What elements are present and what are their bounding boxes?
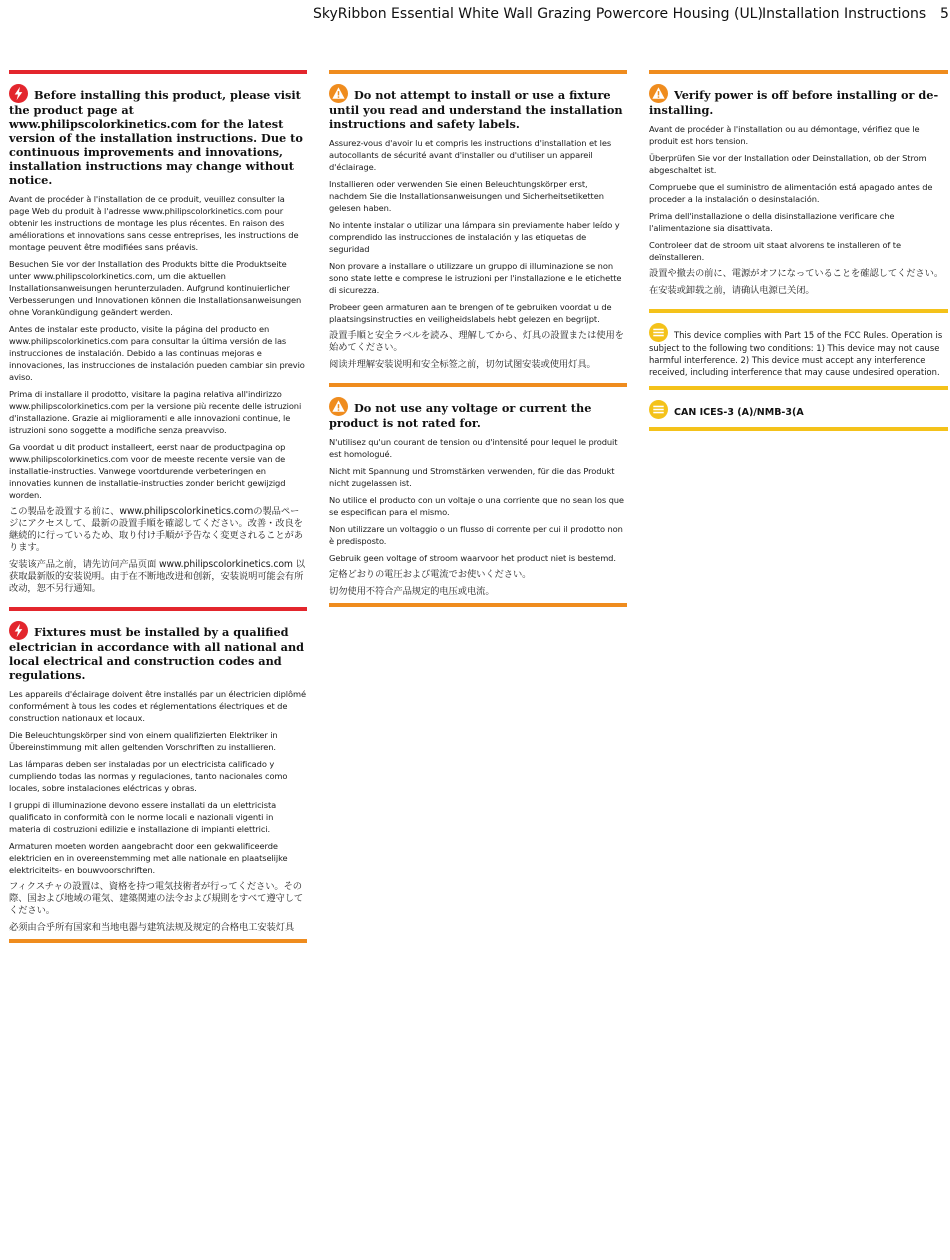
document-title: Installation Instructions xyxy=(762,6,927,22)
warning-icon xyxy=(649,84,668,103)
column-2 xyxy=(329,70,627,619)
paragraph-zh: 必须由合乎所有国家和当地电器与建筑法规及规定的合格电工安装灯具 xyxy=(9,922,295,933)
warning-title xyxy=(329,84,627,131)
latest-instructions-notice xyxy=(9,70,307,595)
paragraph-zh: 切勿使用不符合产品规定的电压或电流。 xyxy=(329,586,495,597)
paragraph-fr: Avant de procéder à l'installation ou au démontage, vérifiez que le produit est hors tension. xyxy=(649,124,920,146)
paragraph-es: No utilice el producto con un voltaje o una corriente que no sean los que se especifican para el mismo. xyxy=(329,495,624,517)
paragraph-zh: 安装该产品之前，请先访问产品页面 www.philipscolorkinetics.com 以获取最新版的安装说明。由于在不断地改进和创新，安装说明可能会有所改动，恕不另行通知。 xyxy=(9,559,305,594)
paragraph-ja: フィクスチャの設置は、資格を持つ電気技術者が行ってください。その際、国および地域の電気、建築関連の法令および規則をすべて遵守してください。 xyxy=(9,881,304,916)
paragraph-nl: Probeer geen armaturen aan te brengen of te gebruiken voordat u de plaatsingsinstructies en veiligheidslabels hebt gelezen en begrijpt. xyxy=(329,302,612,324)
yellow-divider xyxy=(649,427,948,431)
paragraph-ja: 設置や撤去の前に、電源がオフになっていることを確認してください。 xyxy=(649,268,944,279)
paragraph-nl: Controleer dat de stroom uit staat alvorens te installeren of te deïnstalleren. xyxy=(649,240,901,262)
warning-title-text: Fixtures must be installed by a qualified electrician in accordance with all national and local electrical and construction codes and regulations. xyxy=(9,625,305,682)
fcc-notice xyxy=(649,309,948,378)
warning-icon xyxy=(329,84,348,103)
warning-icon xyxy=(329,397,348,416)
ices-line xyxy=(649,400,948,419)
power-off-warning xyxy=(649,70,948,297)
red-divider xyxy=(9,70,307,74)
orange-divider xyxy=(329,383,627,387)
notice-title xyxy=(9,84,307,187)
fcc-text: This device complies with Part 15 of the FCC Rules. Operation is subject to the following two conditions: 1) This device may not cause harmful interference. 2) This device must accept any interference received, including interference that may cause undesired operation. xyxy=(649,330,943,377)
orange-divider xyxy=(649,70,948,74)
paragraph-ja: 定格どおりの電圧および電流でお使いください。 xyxy=(329,569,532,580)
product-title: SkyRibbon Essential White Wall Grazing Powercore Housing (UL) xyxy=(313,6,763,22)
paragraph-fr: Les appareils d'éclairage doivent être installés par un électricien diplômé conformément à tous les codes et réglementations électriques et de construction nationaux et locaux. xyxy=(9,689,306,723)
orange-divider xyxy=(329,70,627,74)
note-icon xyxy=(649,323,668,342)
paragraph-de: Überprüfen Sie vor der Installation oder Deinstallation, ob der Strom abgeschaltet ist. xyxy=(649,153,927,175)
ices-text: CAN ICES-3 (A)/NMB-3(A xyxy=(674,407,804,418)
warning-title-text: Do not attempt to install or use a fixture until you read and understand the installation instructions and safety labels. xyxy=(329,88,623,131)
paragraph-it: Non utilizzare un voltaggio o un flusso di corrente per cui il prodotto non è predisposto. xyxy=(329,524,623,546)
paragraph-fr: Assurez-vous d'avoir lu et compris les instructions d'installation et les autocollants de sécurité avant d'installer ou d'utiliser un appareil d'éclairage. xyxy=(329,138,612,172)
paragraph-de: Besuchen Sie vor der Installation des Produkts bitte die Produktseite unter www.philipscolorkinetics.com, um die aktuellen Installationsanweisungen herunterzuladen. Aufgrund kontinuierlicher Verbesserungen und Innovationen können die Installationsanweisungen ohne Vorankündigung geändert werden. xyxy=(9,259,302,317)
warning-title xyxy=(649,84,948,117)
paragraph-es: No intente instalar o utilizar una lámpara sin previamente haber leído y comprendido las instrucciones de instalación y las etiquetas de seguridad xyxy=(329,220,620,254)
paragraph-it: Non provare a installare o utilizzare un gruppo di illuminazione se non sono state lette e comprese le istruzioni per l'installazione e le etichette di sicurezza. xyxy=(329,261,622,295)
paragraph-es: Las lámparas deben ser instaladas por un electricista calificado y cumpliendo todas las normas y regulaciones, tanto nacionales como locales, sobre instalaciones eléctricas y obras. xyxy=(9,759,288,793)
paragraph-de: Die Beleuchtungskörper sind von einem qualifizierten Elektriker in Übereinstimmung mit allen geltenden Vorschriften zu installieren. xyxy=(9,730,278,752)
paragraph-it: Prima dell'installazione o della disinstallazione verificare che l'alimentazione sia disattivata. xyxy=(649,211,895,233)
warning-title-text: Verify power is off before installing or de-installing. xyxy=(649,88,939,117)
warning-title xyxy=(329,397,627,430)
page-number: 5 xyxy=(940,6,949,22)
paragraph-fr: Avant de procéder à l'installation de ce produit, veuillez consulter la page Web du produit à l'adresse www.philipscolorkinetics.com pour obtenir les instructions de montage les plus récentes. En raison des améliorations et innovations sans cesse entreprises, les instructions de montage peuvent être modifiées sans préavis. xyxy=(9,194,299,252)
paragraph-ja: この製品を設置する前に、www.philipscolorkinetics.comの製品ページにアクセスして、最新の設置手順を確認してください。改善・改良を継続的に行っているため、取り付け手順が予告なく変更されることがあります。 xyxy=(9,506,303,553)
paragraph-nl: Armaturen moeten worden aangebracht door een gekwalificeerde elektricien en in overeenstemming met alle nationale en plaatselijke elektriciteits- en bouwvoorschriften. xyxy=(9,841,288,875)
paragraph-zh: 在安装或卸载之前，请确认电源已关闭。 xyxy=(649,285,815,296)
column-1 xyxy=(9,70,307,955)
paragraph-nl: Gebruik geen voltage of stroom waarvoor het product niet is bestemd. xyxy=(329,553,616,563)
read-instructions-warning xyxy=(329,70,627,371)
warning-title xyxy=(9,621,307,682)
yellow-divider xyxy=(649,386,948,390)
orange-divider xyxy=(9,939,307,943)
paragraph-it: Prima di installare il prodotto, visitare la pagina relativa all'indirizzo www.philipscolorkinetics.com per la versione più recente delle istruzioni d'installazione. Grazie ai miglioramenti e alle innovazioni continue, le istruzioni sono soggette a modifiche senza preavviso. xyxy=(9,389,302,435)
paragraph-de: Nicht mit Spannung und Stromstärken verwenden, für die das Produkt nicht zugelassen ist. xyxy=(329,466,615,488)
paragraph-de: Installieren oder verwenden Sie einen Beleuchtungskörper erst, nachdem Sie die Installationsanweisungen und Sicherheitsetiketten gelesen haben. xyxy=(329,179,604,213)
voltage-warning xyxy=(329,383,627,607)
paragraph-es: Compruebe que el suministro de alimentación está apagado antes de proceder a la instalación o desinstalación. xyxy=(649,182,933,204)
notice-title-text: Before installing this product, please visit the product page at www.philipscolorkinetics.com for the latest version of the installation instructions. Due to continuous improvements and innovations, installation instructions may change without notice. xyxy=(9,88,303,187)
paragraph-nl: Ga voordat u dit product installeert, eerst naar de productpagina op www.philipscolorkinetics.com voor de meeste recente versie van de installatie-instructies. Vanwege voortdurende verbeteringen en innovaties kunnen de installatie-instructies zonder bericht gewijzigd worden. xyxy=(9,442,286,500)
fcc-note xyxy=(649,323,948,378)
orange-divider xyxy=(329,603,627,607)
lightning-icon xyxy=(9,621,28,640)
note-icon xyxy=(649,400,668,419)
page-header xyxy=(0,6,950,28)
red-divider xyxy=(9,607,307,611)
yellow-divider xyxy=(649,309,948,313)
lightning-icon xyxy=(9,84,28,103)
qualified-electrician-warning xyxy=(9,607,307,943)
ices-notice xyxy=(649,386,948,431)
paragraph-zh: 阅读并理解安装说明和安全标签之前，切勿试图安装或使用灯具。 xyxy=(329,359,596,370)
paragraph-es: Antes de instalar este producto, visite la página del producto en www.philipscolorkinetics.com para consultar la última versión de las instrucciones de instalación. Debido a las continuas mejoras e innovaciones, las instrucciones de instalación pueden cambiar sin previo aviso. xyxy=(9,324,305,382)
paragraph-it: I gruppi di illuminazione devono essere installati da un elettricista qualificato in conformità con le norme locali e nazionali vigenti in materia di costruzioni edilizie e installazione di impianti elettrici. xyxy=(9,800,277,834)
warning-title-text: Do not use any voltage or current the product is not rated for. xyxy=(329,401,592,430)
column-3 xyxy=(649,70,948,443)
paragraph-fr: N'utilisez qu'un courant de tension ou d'intensité pour lequel le produit est homologué. xyxy=(329,437,618,459)
paragraph-ja: 設置手順と安全ラベルを読み、理解してから、灯具の設置または使用を始めてください。 xyxy=(329,330,624,353)
